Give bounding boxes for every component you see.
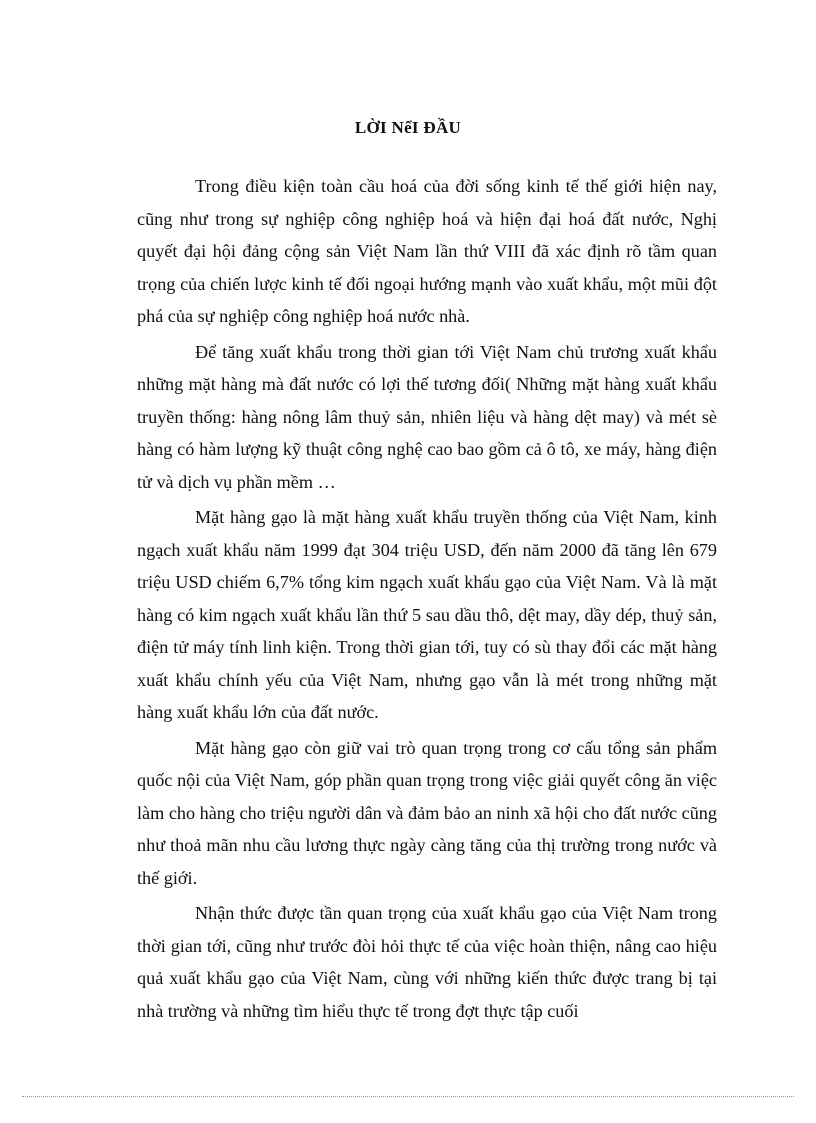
paragraph-1: Trong điều kiện toàn cầu hoá của đời sống kinh tế thế giới hiện nay, cũng như trong sự nghiệp công nghiệp hoá và hiện đại hoá đất nước, Nghị quyết đại hội đảng cộng sản Việt Nam lần thứ VIII đã xác định rõ tầm quan trọng của chiến lược kinh tế đối ngoại hướng mạnh vào xuất khẩu, một mũi đột phá của sự nghiệp công nghiệp hoá nước nhà. <box>137 176 717 326</box>
paragraph-4: Mặt hàng gạo còn giữ vai trò quan trọng trong cơ cấu tổng sản phẩm quốc nội của Việt Nam, góp phần quan trọng trong việc giải quyết công ăn việc làm cho hàng cho triệu người dân và đảm bảo an ninh xã hội cho đất nước cũng như thoả mãn nhu cầu lương thực ngày càng tăng của thị trường trong nước và thế giới. <box>137 737 717 888</box>
document-body <box>137 170 717 1030</box>
paragraph-3: Mặt hàng gạo là mặt hàng xuất khẩu truyền thống của Việt Nam, kinh ngạch xuất khẩu năm 1999 đạt 304 triệu USD, đến năm 2000 đã tăng lên 679 triệu USD chiếm 6,7% tổng kim ngạch xuất khẩu gạo của Việt Nam. Và là mặt hàng có kim ngạch xuất khẩu lần thứ 5 sau dầu thô, dệt may, dầy dép, thuỷ sản, điện tử máy tính linh kiện. Trong thời gian tới, tuy có sù thay đổi các mặt hàng xuất khẩu chính yếu của Việt Nam, nhưng gạo vẫn là mét trong những mặt hàng xuất khẩu lớn của đất nước. <box>137 507 717 722</box>
page-title: LỜI NểI ĐẦU <box>354 118 462 137</box>
paragraph-2: Để tăng xuất khẩu trong thời gian tới Việt Nam chủ trương xuất khẩu những mặt hàng mà đất nước có lợi thế tương đối( Những mặt hàng xuất khẩu truyền thống: hàng nông lâm thuỷ sản, nhiên liệu và hàng dệt may) và mét sè hàng có hàm lượng kỹ thuật công nghệ cao bao gồm cả ô tô, xe máy, hàng điện tử và dịch vụ phần mềm … <box>137 341 717 492</box>
paragraph-5: Nhận thức được tần quan trọng của xuất khẩu gạo của Việt Nam trong thời gian tới, cũng như trước đòi hỏi thực tế của việc hoàn thiện, nâng cao hiệu quả xuất khẩu gạo của Việt Nam, cùng với những kiến thức được trang bị tại nhà trường và những tìm hiểu thực tế trong đợt thực tập cuối <box>137 903 717 1021</box>
page-bottom-divider <box>22 1096 794 1097</box>
